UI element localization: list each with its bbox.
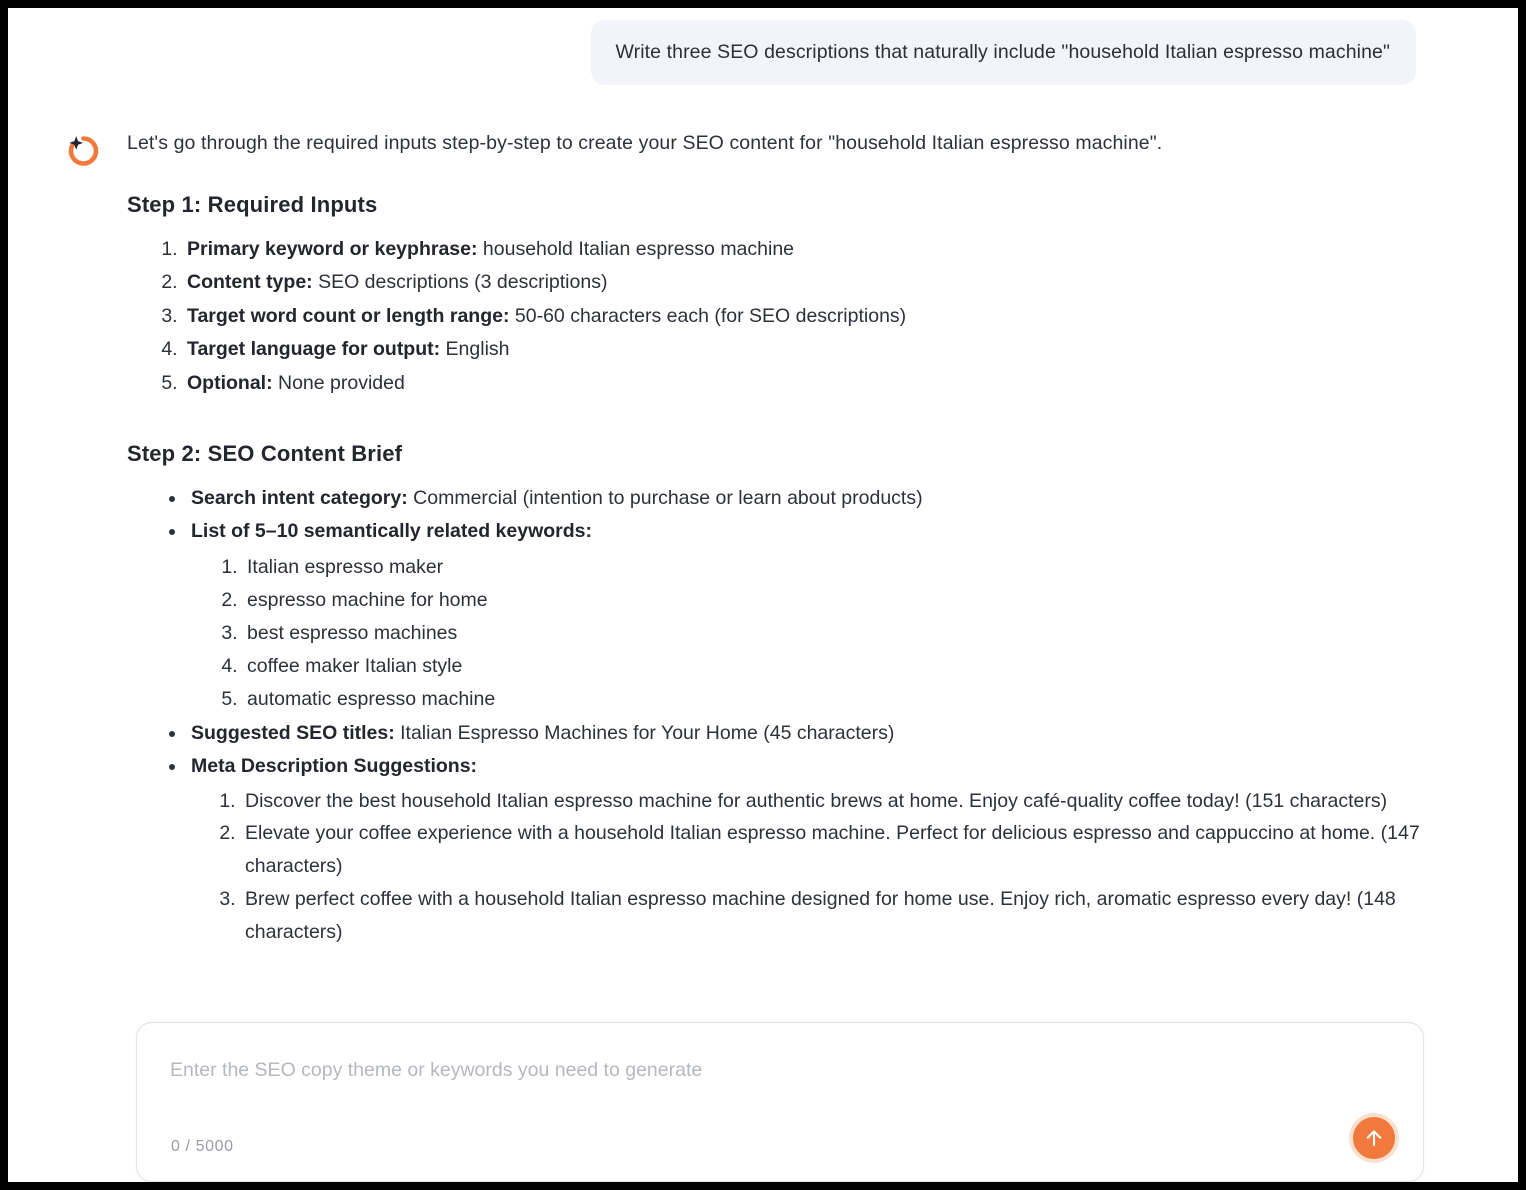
list-item-meta-descriptions <box>187 750 1438 948</box>
list-item: 5. automatic espresso machine <box>243 683 1438 716</box>
list-item: 4. coffee maker Italian style <box>243 650 1438 683</box>
assistant-message-row <box>8 85 1518 948</box>
item-label: Suggested SEO titles: <box>191 722 395 745</box>
list-item: 1. Italian espresso maker <box>243 551 1438 584</box>
list-item <box>183 266 1438 300</box>
list-item <box>183 333 1438 367</box>
user-message-row <box>8 8 1518 85</box>
list-item: 3. Brew perfect coffee with a household Italian espresso machine designed for home use. Enjoy rich, aromatic espresso every day! (148 characters) <box>241 883 1438 949</box>
item-value: household Italian espresso machine <box>482 237 795 260</box>
list-item <box>183 367 1438 401</box>
item-value: Italian Espresso Machines for Your Home (45 characters) <box>400 722 895 745</box>
list-item: 1. Discover the best household Italian espresso machine for authentic brews at home. Enjoy café-quality coffee today! (151 characters) <box>241 785 1438 818</box>
item-value: English <box>445 338 510 361</box>
step-1-heading: Step 1: Required Inputs <box>127 191 378 217</box>
related-keywords-list <box>191 551 1438 717</box>
user-message-bubble: Write three SEO descriptions that naturally include "household Italian espresso machine" <box>591 20 1416 85</box>
step-2-heading: Step 2: SEO Content Brief <box>127 441 403 467</box>
message-composer[interactable] <box>136 1022 1424 1182</box>
item-label: Meta Description Suggestions: <box>191 755 478 778</box>
required-inputs-list <box>127 233 1438 401</box>
assistant-intro-text: Let's go through the required inputs step-by-step to create your SEO content for "household Italian espresso machine". <box>127 132 1163 155</box>
sparkle-ring-icon <box>64 132 102 170</box>
item-label: Optional: <box>187 371 273 394</box>
list-item: 2. Elevate your coffee experience with a household Italian espresso machine. Perfect for delicious espresso and cappuccino at home. (147 characters) <box>241 817 1438 883</box>
list-item: 2. espresso machine for home <box>243 584 1438 617</box>
list-item-seo-titles <box>187 717 1438 750</box>
item-label: Target language for output: <box>187 338 441 361</box>
list-item-search-intent <box>187 482 1438 515</box>
list-item-keywords <box>187 515 1438 716</box>
item-label: Content type: <box>187 271 313 294</box>
item-label: Target word count or length range: <box>187 304 510 327</box>
item-label: Search intent category: <box>191 487 408 510</box>
item-value: None provided <box>278 371 405 394</box>
item-value: SEO descriptions (3 descriptions) <box>318 271 608 294</box>
send-button[interactable] <box>1349 1113 1399 1163</box>
item-label: Primary keyword or keyphrase: <box>187 237 478 260</box>
list-item: 3. best espresso machines <box>243 617 1438 650</box>
seo-content-brief-list <box>127 482 1438 948</box>
list-item <box>183 300 1438 334</box>
app-window <box>8 8 1518 1182</box>
conversation-scroll-area[interactable] <box>8 8 1518 1018</box>
item-value: Commercial (intention to purchase or learn about products) <box>413 487 923 510</box>
seo-keywords-input[interactable] <box>170 1059 1320 1082</box>
assistant-message-body <box>102 130 1518 948</box>
meta-description-list <box>191 785 1438 949</box>
item-value: 50-60 characters each (for SEO descriptions) <box>514 304 907 327</box>
item-label: List of 5–10 semantically related keywords: <box>191 520 593 543</box>
arrow-up-icon <box>1362 1126 1386 1150</box>
character-counter: 0 / 5000 <box>171 1138 234 1155</box>
list-item <box>183 233 1438 267</box>
